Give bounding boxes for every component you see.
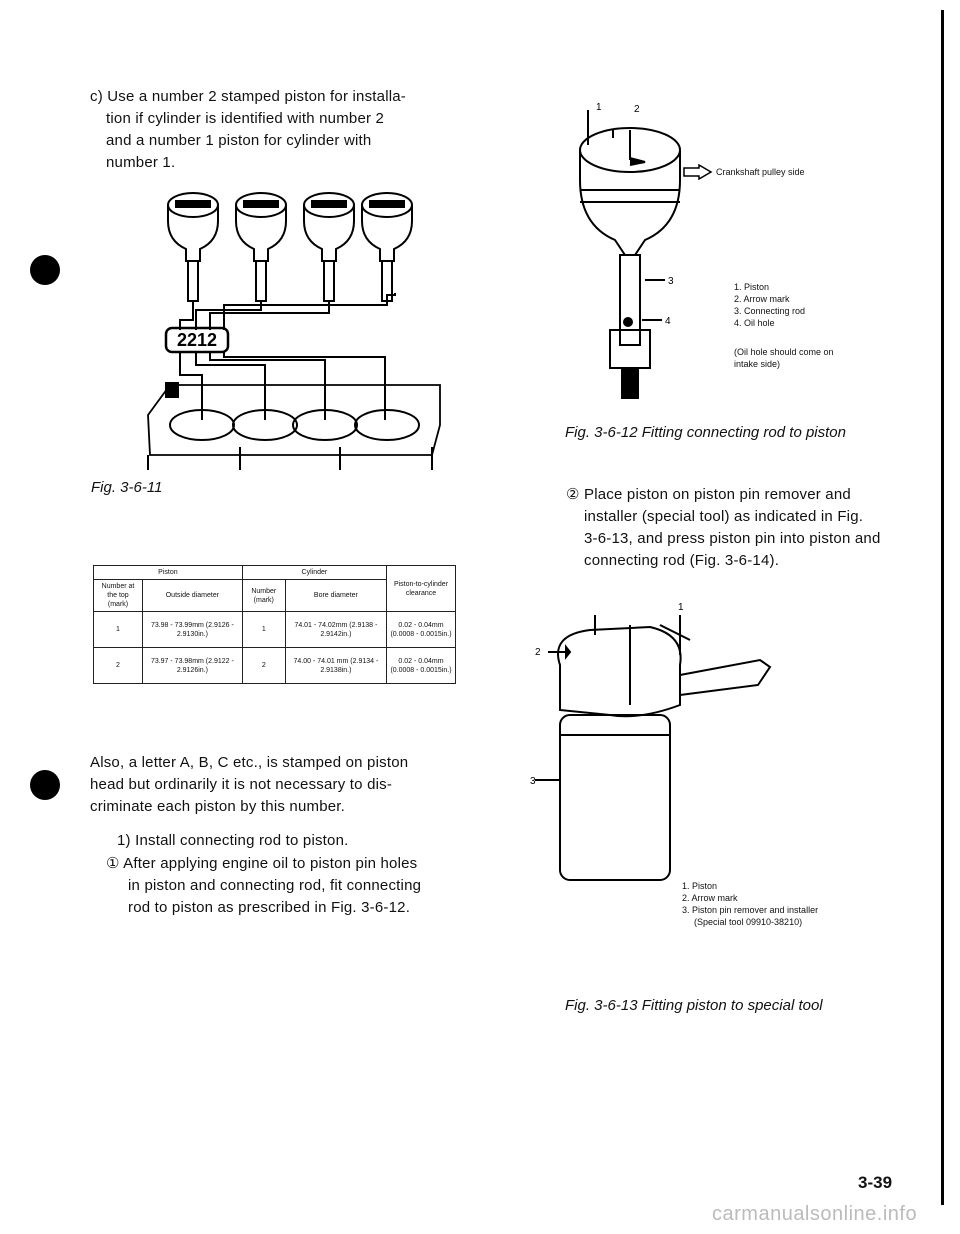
step-1: 1) Install connecting rod to piston. [117, 832, 349, 849]
connecting-rod-piston-diagram [570, 90, 720, 420]
header-piston: Piston [94, 566, 243, 580]
piston-icon [304, 193, 354, 301]
binder-hole-top [30, 255, 60, 285]
callout-1: 1 [596, 102, 602, 113]
callout-3: 3 [530, 776, 536, 787]
header-number-mark: Number (mark) [242, 580, 285, 612]
piston-cylinder-diagram [140, 185, 460, 470]
right-edge-rule [941, 10, 944, 1205]
piston-cylinder-spec-table [93, 565, 456, 684]
page-number: 3-39 [858, 1173, 893, 1192]
fig12-note: (Oil hole should come on intake side) [734, 347, 834, 369]
piston-icon [362, 193, 412, 301]
special-tool-diagram [530, 595, 790, 895]
callout-1: 1 [678, 602, 684, 613]
crankshaft-pulley-label: Crankshaft pulley side [716, 167, 805, 177]
fig13-legend: 1. Piston 2. Arrow mark 3. Piston pin remover and installer (Special tool 09910-38210) [682, 881, 819, 927]
header-clearance: Piston-to-cylinder clearance [387, 566, 456, 612]
header-number-top: Number at the top (mark) [94, 580, 143, 612]
callout-2: 2 [535, 647, 541, 658]
piston-icon [236, 193, 286, 301]
callout-4: 4 [665, 316, 671, 327]
piston-icon [168, 193, 218, 301]
header-cylinder: Cylinder [242, 566, 386, 580]
table-row: 1 73.98 - 73.99mm (2.9126 - 2.9130in.) 1 74.01 - 74.02mm (2.9138 - 2.9142in.) 0.02 - 0.04mm (0.0008 - 0.0015in.) [94, 612, 456, 648]
stamp-number: 2212 [176, 330, 218, 350]
arrow-right-icon [683, 164, 713, 180]
step-1a: ① After applying engine oil to piston pin holes in piston and connecting rod, fit connecting rod to piston as prescribed in Fig. 3-6-12. [106, 855, 422, 916]
header-bore-diameter: Bore diameter [285, 580, 386, 612]
paragraph-c: c) Use a number 2 stamped piston for installa- tion if cylinder is identified with number 2 and a number 1 piston for cylinder with number 1. [90, 88, 407, 171]
watermark: carmanualsonline.info [712, 1203, 918, 1225]
callout-2: 2 [634, 104, 640, 115]
fig12-legend: 1. Piston 2. Arrow mark 3. Connecting rod 4. Oil hole [734, 282, 806, 328]
fig-3-6-11-caption: Fig. 3-6-11 [91, 479, 163, 496]
fig-3-6-12-caption: Fig. 3-6-12 Fitting connecting rod to piston [565, 424, 846, 441]
paragraph-also: Also, a letter A, B, C etc., is stamped on piston head but ordinarily it is not necessary to dis- criminate each piston by this number. [90, 754, 409, 815]
header-outside-diameter: Outside diameter [143, 580, 243, 612]
table-row: 2 73.97 - 73.98mm (2.9122 - 2.9126in.) 2 74.00 - 74.01 mm (2.9134 - 2.9138in.) 0.02 - 0.04mm (0.0008 - 0.0015in.) [94, 648, 456, 684]
binder-hole-bottom [30, 770, 60, 800]
fig-3-6-13-caption: Fig. 3-6-13 Fitting piston to special tool [565, 997, 823, 1014]
callout-3: 3 [668, 276, 674, 287]
step-2: ② Place piston on piston pin remover and installer (special tool) as indicated in Fig. 3-6-13, and press piston pin into piston and connecting rod (Fig. 3-6-14). [566, 486, 881, 569]
